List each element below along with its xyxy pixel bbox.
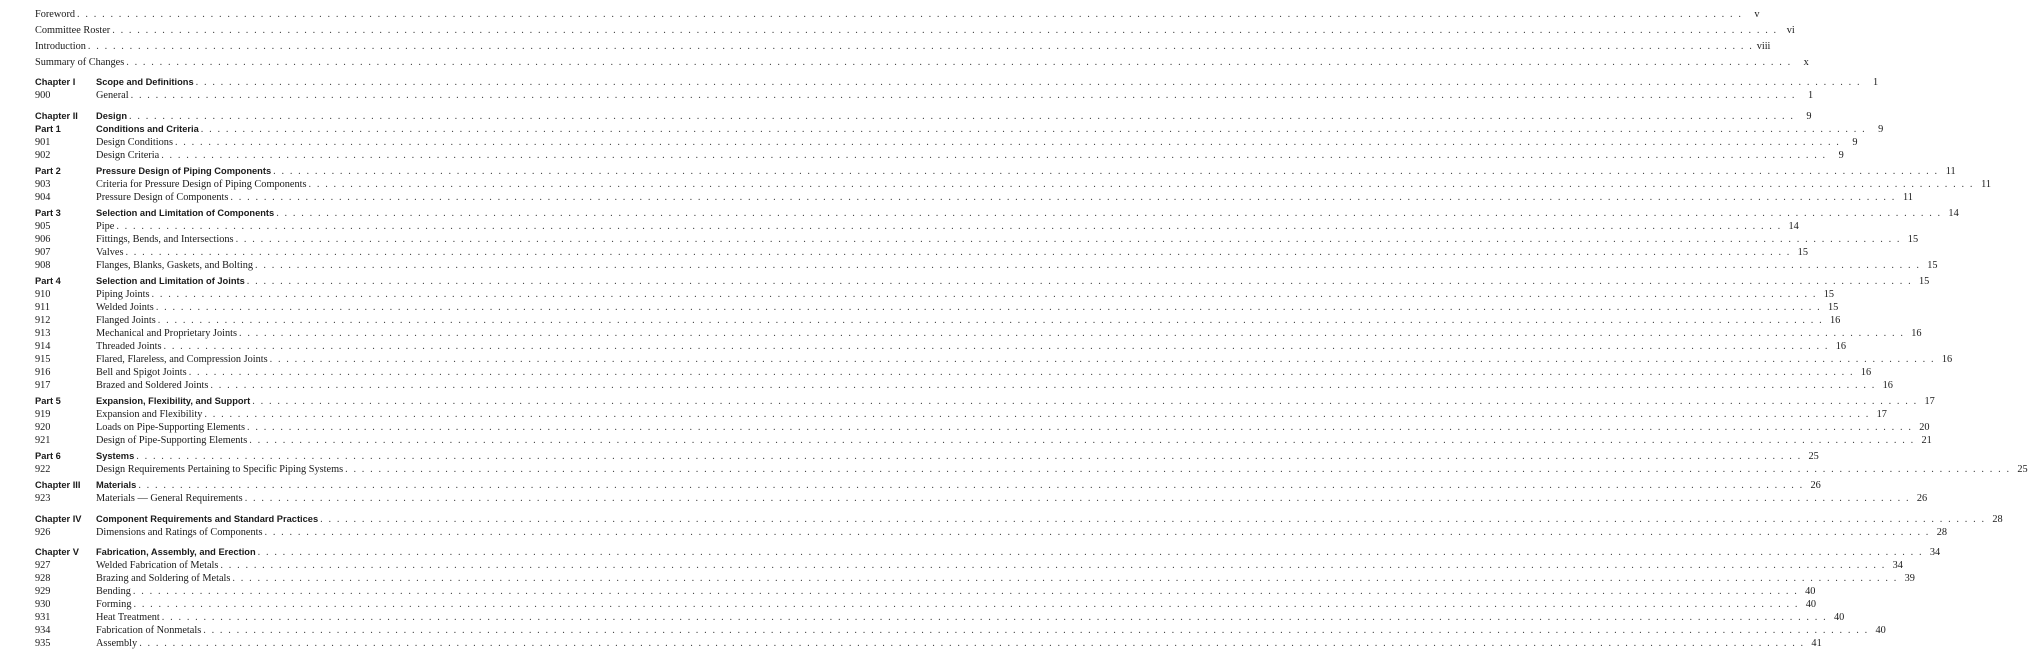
toc-entry-number: Part 2 [35, 166, 61, 176]
toc-entry-page-number: 17 [1876, 409, 1887, 420]
toc-entry[interactable] [35, 314, 1841, 327]
toc-entry-title[interactable]: Piping Joints [96, 289, 150, 300]
dot-leader: . . . . . . . . . . . . . . . . . . . . . . . . . . . . . . . . . . . . . . . . . . . . . . . . . . . . . . . . . . . . . . . . . . . . . . . . . . . . . . . . . . . . . . . . . . . . . . . . . . . . . . . . . . . . . . . . . . . . . . . . . . . . . . . . . . . . . . . . . . . . . . . . . . . . . . . . . . . . . . . . . . . . . . . . . . . . . . . . . . . . . . . . . . . . . . . . . . . . . . . . [249, 435, 1915, 446]
toc-entry[interactable] [35, 408, 1887, 421]
toc-entry-page-number: 34 [1929, 547, 1941, 558]
dot-leader: . . . . . . . . . . . . . . . . . . . . . . . . . . . . . . . . . . . . . . . . . . . . . . . . . . . . . . . . . . . . . . . . . . . . . . . . . . . . . . . . . . . . . . . . . . . . . . . . . . . . . . . . . . . . . . . . . . . . . . . . . . . . . . . . . . . . . . . . . . . . . . . . . . . . . . . . . . . . . . . . . . . . . . . . . . . . . . . . . . . . . . . . . . . . . . . . . . . . . . . . [161, 150, 1827, 161]
toc-entry-number: 915 [35, 354, 51, 365]
toc-entry-number: Part 5 [35, 396, 61, 406]
toc-entry-body [96, 301, 1839, 314]
toc-entry[interactable] [35, 56, 1809, 69]
toc-entry-page-number: 41 [1811, 638, 1822, 649]
toc-entry[interactable] [35, 585, 1816, 598]
toc-entry-title[interactable]: Criteria for Pressure Design of Piping Components [96, 179, 307, 190]
toc-entry-title[interactable]: Flanged Joints [96, 315, 156, 326]
toc-entry-title[interactable]: Fittings, Bends, and Intersections [96, 234, 234, 245]
toc-entry-page-number: 28 [1936, 527, 1947, 538]
toc-entry-body [35, 8, 1760, 21]
toc-entry-title[interactable]: Expansion and Flexibility [96, 409, 203, 420]
toc-entry-body [96, 421, 1930, 434]
toc-entry[interactable] [35, 421, 1930, 434]
toc-entry[interactable] [35, 366, 1872, 379]
toc-entry-body [35, 40, 1771, 53]
dot-leader: . . . . . . . . . . . . . . . . . . . . . . . . . . . . . . . . . . . . . . . . . . . . . . . . . . . . . . . . . . . . . . . . . . . . . . . . . . . . . . . . . . . . . . . . . . . . . . . . . . . . . . . . . . . . . . . . . . . . . . . . . . . . . . . . . . . . . . . . . . . . . . . . . . . . . . . . . . . . . . . . . . . . . . . . . . . . . . . . . . . . . . . . . . . . . . . . . . . . . . . . [252, 396, 1918, 407]
toc-entry[interactable] [35, 246, 1808, 259]
toc-entry-number: 914 [35, 341, 51, 352]
toc-entry-number: 922 [35, 464, 51, 475]
toc-entry-body [96, 259, 1938, 272]
toc-entry-body [96, 288, 1835, 301]
dot-leader: . . . . . . . . . . . . . . . . . . . . . . . . . . . . . . . . . . . . . . . . . . . . . . . . . . . . . . . . . . . . . . . . . . . . . . . . . . . . . . . . . . . . . . . . . . . . . . . . . . . . . . . . . . . . . . . . . . . . . . . . . . . . . . . . . . . . . . . . . . . . . . . . . . . . . . . . . . . . . . . . . . . . . . . . . . . . . . . . . . . . . . . . . . . . . . . . . . . . . . . . [210, 380, 1876, 391]
toc-entry-number: 931 [35, 612, 51, 623]
toc-entry-title[interactable]: Fabrication of Nonmetals [96, 625, 202, 636]
toc-entry-number: 913 [35, 328, 51, 339]
toc-entry-page-number: 26 [1916, 493, 1928, 504]
toc-entry[interactable] [35, 123, 1884, 136]
toc-entry-number: Chapter I [35, 77, 76, 87]
toc-entry-body [96, 353, 1953, 366]
dot-leader: . . . . . . . . . . . . . . . . . . . . . . . . . . . . . . . . . . . . . . . . . . . . . . . . . . . . . . . . . . . . . . . . . . . . . . . . . . . . . . . . . . . . . . . . . . . . . . . . . . . . . . . . . . . . . . . . . . . . . . . . . . . . . . . . . . . . . . . . . . . . . . . . . . . . . . . . . . . . . . . . . . . . . . . . . . . . . . . . . . . . . . . . . . . . . . . . . . . . . . . . [264, 527, 1930, 538]
toc-entry-body [96, 572, 1915, 585]
toc-entry-number: 935 [35, 638, 51, 649]
toc-entry[interactable] [35, 233, 1919, 246]
toc-entry-title[interactable]: General [96, 90, 129, 101]
dot-leader: . . . . . . . . . . . . . . . . . . . . . . . . . . . . . . . . . . . . . . . . . . . . . . . . . . . . . . . . . . . . . . . . . . . . . . . . . . . . . . . . . . . . . . . . . . . . . . . . . . . . . . . . . . . . . . . . . . . . . . . . . . . . . . . . . . . . . . . . . . . . . . . . . . . . . . . . . . . . . . . . . . . . . . . . . . . . . . . . . . . . . . . . . . . . . . . . . . . . . . . . [195, 77, 1862, 88]
toc-entry-title[interactable]: Design [96, 111, 127, 121]
toc-entry-page-number: 16 [1835, 341, 1846, 352]
toc-entry-number: 921 [35, 435, 51, 446]
toc-entry-title[interactable]: Valves [96, 247, 124, 258]
toc-entry-title[interactable]: Committee Roster [35, 25, 111, 36]
toc-entry-title[interactable]: Selection and Limitation of Joints [96, 276, 245, 286]
toc-entry-title[interactable]: Fabrication, Assembly, and Erection [96, 547, 256, 557]
dot-leader: . . . . . . . . . . . . . . . . . . . . . . . . . . . . . . . . . . . . . . . . . . . . . . . . . . . . . . . . . . . . . . . . . . . . . . . . . . . . . . . . . . . . . . . . . . . . . . . . . . . . . . . . . . . . . . . . . . . . . . . . . . . . . . . . . . . . . . . . . . . . . . . . . . . . . . . . . . . . . . . . . . . . . . . . . . . . . . . . . . . . . . . . . . . . . . . . . . . . . . . . [257, 547, 1924, 558]
toc-entry-title[interactable]: Bending [96, 586, 131, 597]
toc-entry-body [96, 123, 1884, 136]
toc-entry-page-number: 26 [1810, 480, 1821, 491]
toc-entry-body [96, 76, 1879, 89]
toc-entry-page-number: 16 [1882, 380, 1893, 391]
dot-leader: . . . . . . . . . . . . . . . . . . . . . . . . . . . . . . . . . . . . . . . . . . . . . . . . . . . . . . . . . . . . . . . . . . . . . . . . . . . . . . . . . . . . . . . . . . . . . . . . . . . . . . . . . . . . . . . . . . . . . . . . . . . . . . . . . . . . . . . . . . . . . . . . . . . . . . . . . . . . . . . . . . . . . . . . . . . . . . . . . . . . . . . . . . . . . . . . . . . . . . . . [116, 221, 1782, 232]
toc-entry-title[interactable]: Pipe [96, 221, 115, 232]
toc-entry-title[interactable]: Systems [96, 451, 135, 461]
toc-entry-number: 901 [35, 137, 51, 148]
toc-entry[interactable] [35, 637, 1822, 650]
toc-entry-title[interactable]: Design of Pipe-Supporting Elements [96, 435, 248, 446]
toc-entry-number: 920 [35, 422, 51, 433]
toc-entry-title[interactable]: Selection and Limitation of Components [96, 208, 275, 218]
toc-entry-page-number: vi [1786, 25, 1795, 36]
toc-entry[interactable] [35, 288, 1835, 301]
toc-entry-page-number: 15 [1797, 247, 1808, 258]
toc-entry-body [96, 395, 1935, 408]
dot-leader: . . . . . . . . . . . . . . . . . . . . . . . . . . . . . . . . . . . . . . . . . . . . . . . . . . . . . . . . . . . . . . . . . . . . . . . . . . . . . . . . . . . . . . . . . . . . . . . . . . . . . . . . . . . . . . . . . . . . . . . . . . . . . . . . . . . . . . . . . . . . . . . . . . . . . . . . . . . . . . . . . . . . . . . . . . . . . . . . . . . . . . . . . . . . . . . . . . . . . . . . [276, 208, 1942, 219]
toc-entry[interactable] [35, 546, 1941, 559]
toc-entry-body [96, 149, 1844, 162]
toc-entry-page-number: 39 [1904, 573, 1915, 584]
dot-leader: . . . . . . . . . . . . . . . . . . . . . . . . . . . . . . . . . . . . . . . . . . . . . . . . . . . . . . . . . . . . . . . . . . . . . . . . . . . . . . . . . . . . . . . . . . . . . . . . . . . . . . . . . . . . . . . . . . . . . . . . . . . . . . . . . . . . . . . . . . . . . . . . . . . . . . . . . . . . . . . . . . . . . . . . . . . . . . . . . . . . . . . . . . . . . . . . . . . . . . . . [246, 276, 1913, 287]
toc-entry[interactable] [35, 191, 1913, 204]
toc-entry-title[interactable]: Bell and Spigot Joints [96, 367, 187, 378]
toc-entry[interactable] [35, 463, 2028, 476]
toc-entry[interactable] [35, 624, 1886, 637]
dot-leader: . . . . . . . . . . . . . . . . . . . . . . . . . . . . . . . . . . . . . . . . . . . . . . . . . . . . . . . . . . . . . . . . . . . . . . . . . . . . . . . . . . . . . . . . . . . . . . . . . . . . . . . . . . . . . . . . . . . . . . . . . . . . . . . . . . . . . . . . . . . . . . . . . . . . . . . . . . . . . . . . . . . . . . . . . . . . . . . . . . . . . . . . . . . . . . . . . . . . . . . . [151, 289, 1818, 300]
toc-entry-page-number: 25 [1808, 451, 1819, 462]
toc-entry-title[interactable]: Forming [96, 599, 132, 610]
toc-entry-body [96, 233, 1919, 246]
toc-entry-number: 902 [35, 150, 51, 161]
toc-entry-page-number: 15 [1907, 234, 1919, 245]
dot-leader: . . . . . . . . . . . . . . . . . . . . . . . . . . . . . . . . . . . . . . . . . . . . . . . . . . . . . . . . . . . . . . . . . . . . . . . . . . . . . . . . . . . . . . . . . . . . . . . . . . . . . . . . . . . . . . . . . . . . . . . . . . . . . . . . . . . . . . . . . . . . . . . . . . . . . . . . . . . . . . . . . . . . . . . . . . . . . . . . . . . . . . . . . . . . . . . . . . . . . . . . [269, 354, 1936, 365]
dot-leader: . . . . . . . . . . . . . . . . . . . . . . . . . . . . . . . . . . . . . . . . . . . . . . . . . . . . . . . . . . . . . . . . . . . . . . . . . . . . . . . . . . . . . . . . . . . . . . . . . . . . . . . . . . . . . . . . . . . . . . . . . . . . . . . . . . . . . . . . . . . . . . . . . . . . . . . . . . . . . . . . . . . . . . . . . . . . . . . . . . . . . . . . . . . . . . . . . . . . . . . . [126, 57, 1792, 68]
toc-entry-title[interactable]: Design Criteria [96, 150, 160, 161]
toc-entry-page-number: 9 [1838, 150, 1844, 161]
toc-entry-page-number: 15 [1823, 289, 1835, 300]
toc-entry[interactable] [35, 611, 1845, 624]
dot-leader: . . . . . . . . . . . . . . . . . . . . . . . . . . . . . . . . . . . . . . . . . . . . . . . . . . . . . . . . . . . . . . . . . . . . . . . . . . . . . . . . . . . . . . . . . . . . . . . . . . . . . . . . . . . . . . . . . . . . . . . . . . . . . . . . . . . . . . . . . . . . . . . . . . . . . . . . . . . . . . . . . . . . . . . . . . . . . . . . . . . . . . . . . . . . . . . . . . . . . . . . [220, 560, 1886, 571]
toc-entry[interactable] [35, 136, 1858, 149]
toc-entry-number: 930 [35, 599, 51, 610]
dot-leader: . . . . . . . . . . . . . . . . . . . . . . . . . . . . . . . . . . . . . . . . . . . . . . . . . . . . . . . . . . . . . . . . . . . . . . . . . . . . . . . . . . . . . . . . . . . . . . . . . . . . . . . . . . . . . . . . . . . . . . . . . . . . . . . . . . . . . . . . . . . . . . . . . . . . . . . . . . . . . . . . . . . . . . . . . . . . . . . . . . . . . . . . . . . . . . . . . . . . . . . . [273, 166, 1939, 177]
toc-entry-page-number: 11 [1903, 192, 1913, 203]
toc-entry-body [96, 314, 1841, 327]
toc-entry-body [35, 24, 1795, 37]
toc-entry-body [35, 56, 1809, 69]
toc-entry-number: 923 [35, 493, 51, 504]
dot-leader: . . . . . . . . . . . . . . . . . . . . . . . . . . . . . . . . . . . . . . . . . . . . . . . . . . . . . . . . . . . . . . . . . . . . . . . . . . . . . . . . . . . . . . . . . . . . . . . . . . . . . . . . . . . . . . . . . . . . . . . . . . . . . . . . . . . . . . . . . . . . . . . . . . . . . . . . . . . . . . . . . . . . . . . . . . . . . . . . . . . . . . . . . . . . . . . . . . . . . . . . [238, 328, 1905, 339]
dot-leader: . . . . . . . . . . . . . . . . . . . . . . . . . . . . . . . . . . . . . . . . . . . . . . . . . . . . . . . . . . . . . . . . . . . . . . . . . . . . . . . . . . . . . . . . . . . . . . . . . . . . . . . . . . . . . . . . . . . . . . . . . . . . . . . . . . . . . . . . . . . . . . . . . . . . . . . . . . . . . . . . . . . . . . . . . . . . . . . . . . . . . . . . . . . . . . . . . . . . . . . . [188, 367, 1855, 378]
toc-entry[interactable] [35, 40, 1771, 53]
toc-entry[interactable] [35, 513, 2003, 526]
toc-entry-page-number: viii [1756, 41, 1771, 52]
toc-entry-title[interactable]: Loads on Pipe-Supporting Elements [96, 422, 246, 433]
dot-leader: . . . . . . . . . . . . . . . . . . . . . . . . . . . . . . . . . . . . . . . . . . . . . . . . . . . . . . . . . . . . . . . . . . . . . . . . . . . . . . . . . . . . . . . . . . . . . . . . . . . . . . . . . . . . . . . . . . . . . . . . . . . . . . . . . . . . . . . . . . . . . . . . . . . . . . . . . . . . . . . . . . . . . . . . . . . . . . . . . . . . . . . . . . . . . . . . . . . . . . . . [139, 638, 1805, 649]
toc-entry[interactable] [35, 89, 1814, 102]
toc-entry-body [96, 492, 1928, 505]
toc-entry-title[interactable]: Materials — General Requirements [96, 493, 243, 504]
toc-entry-page-number: 25 [2017, 464, 2028, 475]
toc-entry-page-number: 11 [1981, 179, 1992, 190]
toc-entry-title[interactable]: Assembly [96, 638, 138, 649]
toc-entry-number: 911 [35, 302, 51, 313]
toc-entry-number: 927 [35, 560, 51, 571]
toc-entry-body [96, 450, 1819, 463]
toc-entry-number: Chapter V [35, 547, 79, 557]
dot-leader: . . . . . . . . . . . . . . . . . . . . . . . . . . . . . . . . . . . . . . . . . . . . . . . . . . . . . . . . . . . . . . . . . . . . . . . . . . . . . . . . . . . . . . . . . . . . . . . . . . . . . . . . . . . . . . . . . . . . . . . . . . . . . . . . . . . . . . . . . . . . . . . . . . . . . . . . . . . . . . . . . . . . . . . . . . . . . . . . . . . . . . . . . . . . . . . . . . . . . . . . [320, 514, 1986, 525]
toc-entry[interactable] [35, 572, 1915, 585]
dot-leader: . . . . . . . . . . . . . . . . . . . . . . . . . . . . . . . . . . . . . . . . . . . . . . . . . . . . . . . . . . . . . . . . . . . . . . . . . . . . . . . . . . . . . . . . . . . . . . . . . . . . . . . . . . . . . . . . . . . . . . . . . . . . . . . . . . . . . . . . . . . . . . . . . . . . . . . . . . . . . . . . . . . . . . . . . . . . . . . . . . . . . . . . . . . . . . . . . . . . . . . . [138, 480, 1804, 491]
toc-entry-page-number: 9 [1878, 124, 1884, 135]
toc-entry-page-number: 40 [1805, 599, 1816, 610]
toc-entry[interactable] [35, 479, 1821, 492]
toc-entry-page-number: 17 [1924, 396, 1935, 407]
toc-entry-title[interactable]: Materials [96, 480, 137, 490]
toc-entry[interactable] [35, 207, 1959, 220]
toc-entry-body [96, 559, 1903, 572]
toc-entry-number: 910 [35, 289, 51, 300]
toc-entry-number: 916 [35, 367, 51, 378]
toc-entry[interactable] [35, 275, 1930, 288]
toc-entry-number: 934 [35, 625, 51, 636]
toc-entry-page-number: 9 [1852, 137, 1858, 148]
toc-entry[interactable] [35, 492, 1928, 505]
toc-entry-title[interactable]: Scope and Definitions [96, 77, 194, 87]
toc-entry-page-number: 15 [1828, 302, 1839, 313]
toc-entry-title[interactable]: Introduction [35, 41, 86, 52]
toc-entry[interactable] [35, 434, 1932, 447]
toc-entry[interactable] [35, 149, 1844, 162]
toc-entry-number: 905 [35, 221, 51, 232]
toc-entry-title[interactable]: Design Conditions [96, 137, 173, 148]
toc-entry-body [96, 513, 2003, 526]
dot-leader: . . . . . . . . . . . . . . . . . . . . . . . . . . . . . . . . . . . . . . . . . . . . . . . . . . . . . . . . . . . . . . . . . . . . . . . . . . . . . . . . . . . . . . . . . . . . . . . . . . . . . . . . . . . . . . . . . . . . . . . . . . . . . . . . . . . . . . . . . . . . . . . . . . . . . . . . . . . . . . . . . . . . . . . . . . . . . . . . . . . . . . . . . . . . . . . . . . . . . . . . [163, 341, 1829, 352]
toc-entry[interactable] [35, 220, 1799, 233]
toc-entry-body [96, 220, 1799, 233]
dot-leader: . . . . . . . . . . . . . . . . . . . . . . . . . . . . . . . . . . . . . . . . . . . . . . . . . . . . . . . . . . . . . . . . . . . . . . . . . . . . . . . . . . . . . . . . . . . . . . . . . . . . . . . . . . . . . . . . . . . . . . . . . . . . . . . . . . . . . . . . . . . . . . . . . . . . . . . . . . . . . . . . . . . . . . . . . . . . . . . . . . . . . . . . . . . . . . . . . . . . . . . . [232, 573, 1898, 584]
toc-entry-title[interactable]: Flanges, Blanks, Gaskets, and Bolting [96, 260, 254, 271]
toc-entry-body [96, 463, 2028, 476]
toc-entry-title[interactable]: Expansion, Flexibility, and Support [96, 396, 251, 406]
toc-entry-number: 908 [35, 260, 51, 271]
toc-entry-body [96, 327, 1922, 340]
toc-entry-page-number: 15 [1927, 260, 1938, 271]
toc-entry-page-number: x [1803, 57, 1809, 68]
toc-entry-body [96, 479, 1821, 492]
toc-entry-page-number: 28 [1992, 514, 2003, 525]
toc-entry-body [96, 89, 1814, 102]
toc-entry-body [96, 340, 1846, 353]
toc-entry-body [96, 585, 1816, 598]
toc-entry-body [96, 136, 1858, 149]
toc-entry-page-number: 1 [1807, 90, 1814, 101]
toc-entry-number: 903 [35, 179, 51, 190]
dot-leader: . . . . . . . . . . . . . . . . . . . . . . . . . . . . . . . . . . . . . . . . . . . . . . . . . . . . . . . . . . . . . . . . . . . . . . . . . . . . . . . . . . . . . . . . . . . . . . . . . . . . . . . . . . . . . . . . . . . . . . . . . . . . . . . . . . . . . . . . . . . . . . . . . . . . . . . . . . . . . . . . . . . . . . . . . . . . . . . . . . . . . . . . . . . . . . . . . . . . . . . . [244, 493, 1911, 504]
toc-entry[interactable] [35, 76, 1879, 89]
toc-entry-page-number: v [1754, 9, 1760, 20]
toc-entry-body [96, 526, 1947, 539]
dot-leader: . . . . . . . . . . . . . . . . . . . . . . . . . . . . . . . . . . . . . . . . . . . . . . . . . . . . . . . . . . . . . . . . . . . . . . . . . . . . . . . . . . . . . . . . . . . . . . . . . . . . . . . . . . . . . . . . . . . . . . . . . . . . . . . . . . . . . . . . . . . . . . . . . . . . . . . . . . . . . . . . . . . . . . . . . . . . . . . . . . . . . . . . . . . . . . . . . . . . . . . . [77, 9, 1743, 20]
toc-entry-number: Part 4 [35, 276, 61, 286]
toc-entry-number: 906 [35, 234, 51, 245]
toc-entry[interactable] [35, 353, 1953, 366]
toc-entry-title[interactable]: Dimensions and Ratings of Components [96, 527, 263, 538]
toc-entry[interactable] [35, 395, 1935, 408]
toc-entry-number: 904 [35, 192, 51, 203]
toc-entry-page-number: 16 [1911, 328, 1922, 339]
toc-entry-page-number: 16 [1860, 367, 1872, 378]
dot-leader: . . . . . . . . . . . . . . . . . . . . . . . . . . . . . . . . . . . . . . . . . . . . . . . . . . . . . . . . . . . . . . . . . . . . . . . . . . . . . . . . . . . . . . . . . . . . . . . . . . . . . . . . . . . . . . . . . . . . . . . . . . . . . . . . . . . . . . . . . . . . . . . . . . . . . . . . . . . . . . . . . . . . . . . . . . . . . . . . . . . . . . . . . . . . . . . . . . . . . . . . [112, 25, 1778, 36]
toc-entry[interactable] [35, 24, 1795, 37]
toc-entry-number: 928 [35, 573, 51, 584]
toc-entry[interactable] [35, 340, 1846, 353]
toc-entry[interactable] [35, 110, 1812, 123]
toc-entry-number: 917 [35, 380, 51, 391]
toc-entry-title[interactable]: Threaded Joints [96, 341, 162, 352]
toc-entry-title[interactable]: Brazed and Soldered Joints [96, 380, 209, 391]
toc-entry-page-number: 40 [1805, 586, 1816, 597]
toc-entry-number: 919 [35, 409, 51, 420]
toc-entry-number: 900 [35, 90, 51, 101]
dot-leader: . . . . . . . . . . . . . . . . . . . . . . . . . . . . . . . . . . . . . . . . . . . . . . . . . . . . . . . . . . . . . . . . . . . . . . . . . . . . . . . . . . . . . . . . . . . . . . . . . . . . . . . . . . . . . . . . . . . . . . . . . . . . . . . . . . . . . . . . . . . . . . . . . . . . . . . . . . . . . . . . . . . . . . . . . . . . . . . . . . . . . . . . . . . . . . . . . . . . . . . . [130, 90, 1797, 101]
toc-entry-number: Part 1 [35, 124, 61, 134]
toc-entry-title[interactable]: Welded Joints [96, 302, 154, 313]
toc-entry-page-number: 40 [1834, 612, 1845, 623]
toc-entry-body [96, 434, 1932, 447]
toc-entry-number: Part 6 [35, 451, 61, 461]
dot-leader: . . . . . . . . . . . . . . . . . . . . . . . . . . . . . . . . . . . . . . . . . . . . . . . . . . . . . . . . . . . . . . . . . . . . . . . . . . . . . . . . . . . . . . . . . . . . . . . . . . . . . . . . . . . . . . . . . . . . . . . . . . . . . . . . . . . . . . . . . . . . . . . . . . . . . . . . . . . . . . . . . . . . . . . . . . . . . . . . . . . . . . . . . . . . . . . . . . . . . . . . [204, 409, 1870, 420]
toc-entry-title[interactable]: Pressure Design of Components [96, 192, 229, 203]
toc-entry-title[interactable]: Foreword [35, 9, 76, 20]
toc-entry[interactable] [35, 301, 1839, 314]
toc-entry-title[interactable]: Mechanical and Proprietary Joints [96, 328, 237, 339]
toc-entry-page-number: 16 [1941, 354, 1953, 365]
toc-entry[interactable] [35, 165, 1956, 178]
dot-leader: . . . . . . . . . . . . . . . . . . . . . . . . . . . . . . . . . . . . . . . . . . . . . . . . . . . . . . . . . . . . . . . . . . . . . . . . . . . . . . . . . . . . . . . . . . . . . . . . . . . . . . . . . . . . . . . . . . . . . . . . . . . . . . . . . . . . . . . . . . . . . . . . . . . . . . . . . . . . . . . . . . . . . . . . . . . . . . . . . . . . . . . . . . . . . . . . . . . . . . . . [255, 260, 1921, 271]
dot-leader: . . . . . . . . . . . . . . . . . . . . . . . . . . . . . . . . . . . . . . . . . . . . . . . . . . . . . . . . . . . . . . . . . . . . . . . . . . . . . . . . . . . . . . . . . . . . . . . . . . . . . . . . . . . . . . . . . . . . . . . . . . . . . . . . . . . . . . . . . . . . . . . . . . . . . . . . . . . . . . . . . . . . . . . . . . . . . . . . . . . . . . . . . . . . . . . . . . . . . . . . [203, 625, 1869, 636]
dot-leader: . . . . . . . . . . . . . . . . . . . . . . . . . . . . . . . . . . . . . . . . . . . . . . . . . . . . . . . . . . . . . . . . . . . . . . . . . . . . . . . . . . . . . . . . . . . . . . . . . . . . . . . . . . . . . . . . . . . . . . . . . . . . . . . . . . . . . . . . . . . . . . . . . . . . . . . . . . . . . . . . . . . . . . . . . . . . . . . . . . . . . . . . . . . . . . . . . . . . . . . . [132, 586, 1799, 597]
toc-entry-number: 926 [35, 527, 51, 538]
dot-leader: . . . . . . . . . . . . . . . . . . . . . . . . . . . . . . . . . . . . . . . . . . . . . . . . . . . . . . . . . . . . . . . . . . . . . . . . . . . . . . . . . . . . . . . . . . . . . . . . . . . . . . . . . . . . . . . . . . . . . . . . . . . . . . . . . . . . . . . . . . . . . . . . . . . . . . . . . . . . . . . . . . . . . . . . . . . . . . . . . . . . . . . . . . . . . . . . . . . . . . . . [230, 192, 1896, 203]
dot-leader: . . . . . . . . . . . . . . . . . . . . . . . . . . . . . . . . . . . . . . . . . . . . . . . . . . . . . . . . . . . . . . . . . . . . . . . . . . . . . . . . . . . . . . . . . . . . . . . . . . . . . . . . . . . . . . . . . . . . . . . . . . . . . . . . . . . . . . . . . . . . . . . . . . . . . . . . . . . . . . . . . . . . . . . . . . . . . . . . . . . . . . . . . . . . . . . . . . . . . . . . [136, 451, 1802, 462]
toc-entry[interactable] [35, 559, 1903, 572]
toc-entry-page-number: 11 [1945, 166, 1956, 177]
toc-entry-body [96, 598, 1816, 611]
toc-entry[interactable] [35, 450, 1819, 463]
toc-entry-body [96, 191, 1913, 204]
dot-leader: . . . . . . . . . . . . . . . . . . . . . . . . . . . . . . . . . . . . . . . . . . . . . . . . . . . . . . . . . . . . . . . . . . . . . . . . . . . . . . . . . . . . . . . . . . . . . . . . . . . . . . . . . . . . . . . . . . . . . . . . . . . . . . . . . . . . . . . . . . . . . . . . . . . . . . . . . . . . . . . . . . . . . . . . . . . . . . . . . . . . . . . . . . . . . . . . . . . . . . . . [87, 41, 1754, 52]
toc-entry[interactable] [35, 598, 1816, 611]
toc-entry[interactable] [35, 379, 1893, 392]
toc-entry-body [96, 165, 1956, 178]
toc-entry[interactable] [35, 259, 1938, 272]
toc-entry-title[interactable]: Welded Fabrication of Metals [96, 560, 219, 571]
toc-entry-page-number: 40 [1875, 625, 1886, 636]
toc-entry-body [96, 178, 1992, 191]
dot-leader: . . . . . . . . . . . . . . . . . . . . . . . . . . . . . . . . . . . . . . . . . . . . . . . . . . . . . . . . . . . . . . . . . . . . . . . . . . . . . . . . . . . . . . . . . . . . . . . . . . . . . . . . . . . . . . . . . . . . . . . . . . . . . . . . . . . . . . . . . . . . . . . . . . . . . . . . . . . . . . . . . . . . . . . . . . . . . . . . . . . . . . . . . . . . . . . . . . . . . . . . [125, 247, 1791, 258]
dot-leader: . . . . . . . . . . . . . . . . . . . . . . . . . . . . . . . . . . . . . . . . . . . . . . . . . . . . . . . . . . . . . . . . . . . . . . . . . . . . . . . . . . . . . . . . . . . . . . . . . . . . . . . . . . . . . . . . . . . . . . . . . . . . . . . . . . . . . . . . . . . . . . . . . . . . . . . . . . . . . . . . . . . . . . . . . . . . . . . . . . . . . . . . . . . . . . . . . . . . . . . . [200, 124, 1867, 135]
toc-entry-body [96, 207, 1959, 220]
dot-leader: . . . . . . . . . . . . . . . . . . . . . . . . . . . . . . . . . . . . . . . . . . . . . . . . . . . . . . . . . . . . . . . . . . . . . . . . . . . . . . . . . . . . . . . . . . . . . . . . . . . . . . . . . . . . . . . . . . . . . . . . . . . . . . . . . . . . . . . . . . . . . . . . . . . . . . . . . . . . . . . . . . . . . . . . . . . . . . . . . . . . . . . . . . . . . . . . . . . . . . . . [235, 234, 1902, 245]
toc-entry-page-number: 21 [1921, 435, 1932, 446]
toc-entry-title[interactable]: Flared, Flareless, and Compression Joints [96, 354, 268, 365]
dot-leader: . . . . . . . . . . . . . . . . . . . . . . . . . . . . . . . . . . . . . . . . . . . . . . . . . . . . . . . . . . . . . . . . . . . . . . . . . . . . . . . . . . . . . . . . . . . . . . . . . . . . . . . . . . . . . . . . . . . . . . . . . . . . . . . . . . . . . . . . . . . . . . . . . . . . . . . . . . . . . . . . . . . . . . . . . . . . . . . . . . . . . . . . . . . . . . . . . . . . . . . . [174, 137, 1841, 148]
toc-entry-number: Chapter IV [35, 514, 82, 524]
toc-entry-page-number: 9 [1806, 111, 1812, 122]
toc-entry-body [96, 624, 1886, 637]
toc-entry-title[interactable]: Summary of Changes [35, 57, 125, 68]
dot-leader: . . . . . . . . . . . . . . . . . . . . . . . . . . . . . . . . . . . . . . . . . . . . . . . . . . . . . . . . . . . . . . . . . . . . . . . . . . . . . . . . . . . . . . . . . . . . . . . . . . . . . . . . . . . . . . . . . . . . . . . . . . . . . . . . . . . . . . . . . . . . . . . . . . . . . . . . . . . . . . . . . . . . . . . . . . . . . . . . . . . . . . . . . . . . . . . . . . . . . . . . [345, 464, 2011, 475]
toc-entry-body [96, 275, 1930, 288]
dot-leader: . . . . . . . . . . . . . . . . . . . . . . . . . . . . . . . . . . . . . . . . . . . . . . . . . . . . . . . . . . . . . . . . . . . . . . . . . . . . . . . . . . . . . . . . . . . . . . . . . . . . . . . . . . . . . . . . . . . . . . . . . . . . . . . . . . . . . . . . . . . . . . . . . . . . . . . . . . . . . . . . . . . . . . . . . . . . . . . . . . . . . . . . . . . . . . . . . . . . . . . . [129, 111, 1795, 122]
toc-entry-title[interactable]: Design Requirements Pertaining to Specific Piping Systems [96, 464, 344, 475]
toc-entry-number: 912 [35, 315, 51, 326]
toc-entry-number: Part 3 [35, 208, 61, 218]
toc-entry-body [96, 246, 1808, 259]
toc-entry-number: Chapter III [35, 480, 81, 490]
toc-entry-body [96, 637, 1822, 650]
dot-leader: . . . . . . . . . . . . . . . . . . . . . . . . . . . . . . . . . . . . . . . . . . . . . . . . . . . . . . . . . . . . . . . . . . . . . . . . . . . . . . . . . . . . . . . . . . . . . . . . . . . . . . . . . . . . . . . . . . . . . . . . . . . . . . . . . . . . . . . . . . . . . . . . . . . . . . . . . . . . . . . . . . . . . . . . . . . . . . . . . . . . . . . . . . . . . . . . . . . . . . . . [133, 599, 1799, 610]
toc-entry-body [96, 546, 1941, 559]
toc-entry-page-number: 14 [1948, 208, 1959, 219]
toc-entry-page-number: 20 [1919, 422, 1930, 433]
toc-entry-body [96, 366, 1872, 379]
toc-entry-page-number: 15 [1918, 276, 1930, 287]
toc-entry-title[interactable]: Conditions and Criteria [96, 124, 199, 134]
toc-entry[interactable] [35, 178, 1992, 191]
dot-leader: . . . . . . . . . . . . . . . . . . . . . . . . . . . . . . . . . . . . . . . . . . . . . . . . . . . . . . . . . . . . . . . . . . . . . . . . . . . . . . . . . . . . . . . . . . . . . . . . . . . . . . . . . . . . . . . . . . . . . . . . . . . . . . . . . . . . . . . . . . . . . . . . . . . . . . . . . . . . . . . . . . . . . . . . . . . . . . . . . . . . . . . . . . . . . . . . . . . . . . . . [155, 302, 1822, 313]
toc-entry-number: 907 [35, 247, 51, 258]
toc-entry-page-number: 16 [1830, 315, 1841, 326]
toc-entry-body [96, 408, 1887, 421]
toc-entry-number: 929 [35, 586, 51, 597]
toc-entry-title[interactable]: Component Requirements and Standard Practices [96, 514, 319, 524]
dot-leader: . . . . . . . . . . . . . . . . . . . . . . . . . . . . . . . . . . . . . . . . . . . . . . . . . . . . . . . . . . . . . . . . . . . . . . . . . . . . . . . . . . . . . . . . . . . . . . . . . . . . . . . . . . . . . . . . . . . . . . . . . . . . . . . . . . . . . . . . . . . . . . . . . . . . . . . . . . . . . . . . . . . . . . . . . . . . . . . . . . . . . . . . . . . . . . . . . . . . . . . . [157, 315, 1824, 326]
toc-entry-title[interactable]: Pressure Design of Piping Components [96, 166, 272, 176]
toc-entry-number: Chapter II [35, 111, 78, 121]
toc-entry-body [96, 379, 1893, 392]
toc-entry-title[interactable]: Heat Treatment [96, 612, 160, 623]
toc-entry-page-number: 14 [1788, 221, 1799, 232]
toc-entry-body [96, 110, 1812, 123]
toc-entry-title[interactable]: Brazing and Soldering of Metals [96, 573, 231, 584]
toc-entry[interactable] [35, 8, 1760, 21]
dot-leader: . . . . . . . . . . . . . . . . . . . . . . . . . . . . . . . . . . . . . . . . . . . . . . . . . . . . . . . . . . . . . . . . . . . . . . . . . . . . . . . . . . . . . . . . . . . . . . . . . . . . . . . . . . . . . . . . . . . . . . . . . . . . . . . . . . . . . . . . . . . . . . . . . . . . . . . . . . . . . . . . . . . . . . . . . . . . . . . . . . . . . . . . . . . . . . . . . . . . . . . . [161, 612, 1828, 623]
toc-entry-body [96, 611, 1845, 624]
toc-entry[interactable] [35, 327, 1922, 340]
toc-entry-page-number: 34 [1892, 560, 1903, 571]
toc-entry[interactable] [35, 526, 1947, 539]
dot-leader: . . . . . . . . . . . . . . . . . . . . . . . . . . . . . . . . . . . . . . . . . . . . . . . . . . . . . . . . . . . . . . . . . . . . . . . . . . . . . . . . . . . . . . . . . . . . . . . . . . . . . . . . . . . . . . . . . . . . . . . . . . . . . . . . . . . . . . . . . . . . . . . . . . . . . . . . . . . . . . . . . . . . . . . . . . . . . . . . . . . . . . . . . . . . . . . . . . . . . . . . [247, 422, 1913, 433]
toc-entry-page-number: 1 [1873, 77, 1879, 88]
dot-leader: . . . . . . . . . . . . . . . . . . . . . . . . . . . . . . . . . . . . . . . . . . . . . . . . . . . . . . . . . . . . . . . . . . . . . . . . . . . . . . . . . . . . . . . . . . . . . . . . . . . . . . . . . . . . . . . . . . . . . . . . . . . . . . . . . . . . . . . . . . . . . . . . . . . . . . . . . . . . . . . . . . . . . . . . . . . . . . . . . . . . . . . . . . . . . . . . . . . . . . . . [308, 179, 1975, 190]
